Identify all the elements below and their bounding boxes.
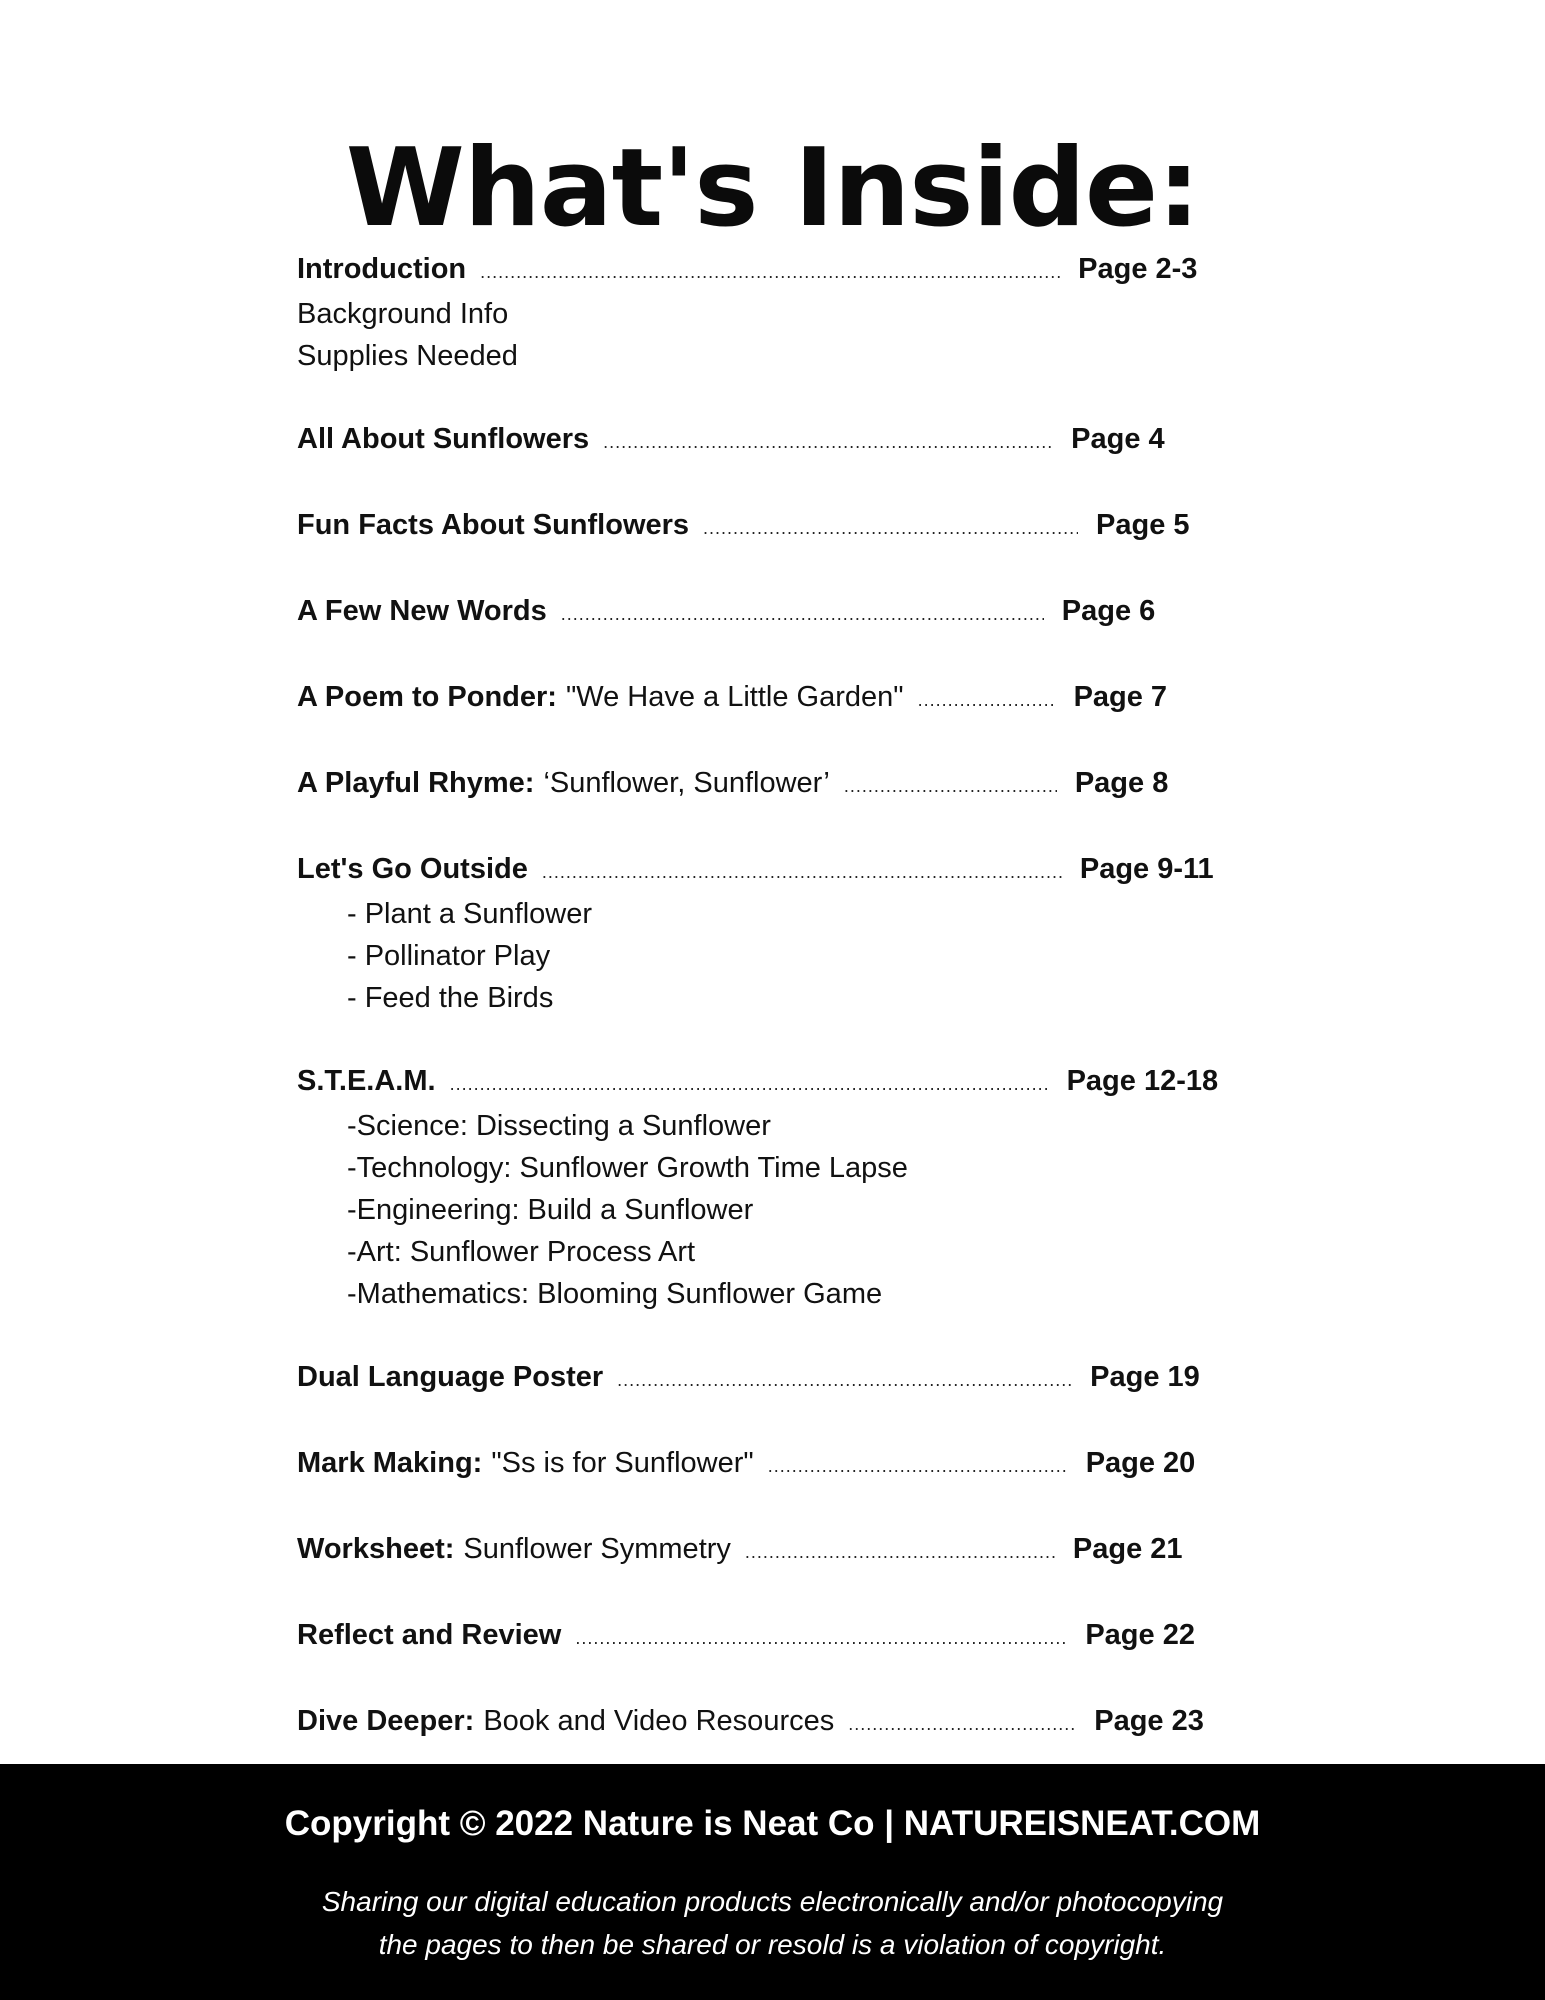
- toc-entry-heading: [297, 1442, 754, 1484]
- toc-entry-page-number: Page 7: [1073, 681, 1168, 713]
- toc-entry: [297, 418, 1277, 463]
- toc-entry-title: Dual Language Poster: [297, 1361, 604, 1393]
- toc-entry-line: [297, 418, 1277, 463]
- toc-subitem-list: [297, 293, 1277, 377]
- page-title: What's Inside:: [345, 126, 1200, 252]
- toc-subitem: - Feed the Birds: [347, 982, 554, 1014]
- toc-entry-line: [297, 762, 1277, 807]
- toc-entry-subtitle: "We Have a Little Garden": [565, 681, 904, 713]
- toc-entry-page-number: Page 12-18: [1066, 1065, 1219, 1097]
- dot-leader: [703, 507, 1078, 549]
- toc-entry-page-number: Page 19: [1090, 1361, 1200, 1393]
- toc-entry-line: [297, 504, 1277, 549]
- toc-entry-heading: [297, 248, 466, 290]
- toc-subitem-list: [297, 893, 1277, 1019]
- toc-entry: [297, 1700, 1277, 1745]
- toc-entry-heading: [297, 1700, 834, 1742]
- toc-entry-subtitle: Sunflower Symmetry: [463, 1533, 731, 1565]
- toc-entry-title: Reflect and Review: [297, 1619, 562, 1651]
- dot-leader: [745, 1531, 1055, 1573]
- toc-entry-subtitle: "Ss is for Sunflower": [491, 1447, 754, 1479]
- toc-entry-line: [297, 1614, 1277, 1659]
- table-of-contents: [297, 248, 1277, 1786]
- toc-entry-heading: [297, 1060, 436, 1102]
- toc-entry-page-number: Page 22: [1085, 1619, 1195, 1651]
- toc-entry-title: Introduction: [297, 253, 467, 285]
- toc-entry-title: All About Sunflowers: [297, 423, 590, 455]
- toc-entry-heading: [297, 1356, 603, 1398]
- toc-entry: [297, 590, 1277, 635]
- toc-entry-page-number: Page 2-3: [1078, 253, 1198, 285]
- toc-entry-heading: [297, 504, 689, 546]
- toc-entry-heading: [297, 848, 528, 890]
- toc-subitem-list: [297, 1105, 1277, 1315]
- toc-entry: [297, 1528, 1277, 1573]
- toc-entry-line: [297, 1356, 1277, 1401]
- toc-entry: [297, 504, 1277, 549]
- toc-entry: [297, 1614, 1277, 1659]
- toc-subitem: -Mathematics: Blooming Sunflower Game: [347, 1278, 883, 1310]
- toc-subitem: -Science: Dissecting a Sunflower: [347, 1110, 771, 1142]
- toc-subitem: -Technology: Sunflower Growth Time Lapse: [347, 1152, 908, 1184]
- toc-entry-heading: [297, 676, 904, 718]
- toc-entry-title: Fun Facts About Sunflowers: [297, 509, 690, 541]
- toc-entry-line: [297, 1700, 1277, 1745]
- toc-entry: [297, 762, 1277, 807]
- toc-entry-line: [297, 248, 1277, 293]
- dot-leader: [617, 1359, 1072, 1401]
- copyright-notice: [0, 1880, 1545, 1966]
- toc-entry-title: Dive Deeper:: [297, 1705, 475, 1737]
- copyright-notice-line: the pages to then be shared or resold is a violation of copyright.: [378, 1929, 1167, 1960]
- toc-entry-title: A Playful Rhyme:: [297, 767, 535, 799]
- toc-entry-title: A Poem to Ponder:: [297, 681, 557, 713]
- toc-entry-heading: [297, 1528, 731, 1570]
- toc-entry: [297, 248, 1277, 377]
- toc-entry-title: S.T.E.A.M.: [297, 1065, 436, 1097]
- toc-entry-title: A Few New Words: [297, 595, 547, 627]
- toc-entry-page-number: Page 8: [1074, 767, 1169, 799]
- toc-entry: [297, 1356, 1277, 1401]
- toc-entry: [297, 848, 1277, 1019]
- toc-subitem: - Pollinator Play: [347, 940, 551, 972]
- toc-entry-title: Worksheet:: [297, 1533, 455, 1565]
- toc-entry-line: [297, 848, 1277, 893]
- toc-subitem: Supplies Needed: [297, 340, 518, 372]
- toc-entry-page-number: Page 6: [1061, 595, 1156, 627]
- dot-leader: [542, 851, 1062, 893]
- toc-entry-heading: [297, 418, 589, 460]
- toc-entry-subtitle: ‘Sunflower, Sunflower’: [543, 767, 830, 799]
- toc-entry: [297, 1060, 1277, 1315]
- dot-leader: [603, 421, 1053, 463]
- dot-leader: [561, 593, 1044, 635]
- toc-entry-title: Let's Go Outside: [297, 853, 528, 885]
- toc-entry-page-number: Page 5: [1096, 509, 1190, 541]
- toc-entry-heading: [297, 590, 547, 632]
- dot-leader: [768, 1445, 1068, 1487]
- copyright-notice-line: Sharing our digital education products electronically and/or photocopying: [321, 1886, 1224, 1917]
- dot-leader: [918, 679, 1056, 721]
- toc-entry-subtitle: Book and Video Resources: [483, 1705, 835, 1737]
- toc-entry-page-number: Page 20: [1085, 1447, 1196, 1479]
- dot-leader: [480, 251, 1060, 293]
- toc-entry-page-number: Page 21: [1072, 1533, 1183, 1565]
- toc-entry-page-number: Page 4: [1071, 423, 1165, 455]
- toc-entry: [297, 676, 1277, 721]
- toc-entry: [297, 1442, 1277, 1487]
- toc-entry-page-number: Page 23: [1094, 1705, 1204, 1737]
- toc-entry-line: [297, 1528, 1277, 1573]
- copyright-text: Copyright © 2022 Nature is Neat Co | NATUREISNEAT.COM: [284, 1804, 1261, 1843]
- toc-entry-title: Mark Making:: [297, 1447, 483, 1479]
- toc-entry-line: [297, 1442, 1277, 1487]
- toc-subitem: -Art: Sunflower Process Art: [347, 1236, 696, 1268]
- toc-entry-line: [297, 590, 1277, 635]
- dot-leader: [848, 1703, 1076, 1745]
- dot-leader: [450, 1063, 1049, 1105]
- toc-entry-heading: [297, 1614, 561, 1656]
- toc-entry-page-number: Page 9-11: [1079, 853, 1214, 885]
- toc-subitem: - Plant a Sunflower: [347, 898, 593, 930]
- dot-leader: [844, 765, 1057, 807]
- dot-leader: [575, 1617, 1067, 1659]
- toc-entry-line: [297, 676, 1277, 721]
- toc-subitem: Background Info: [297, 298, 509, 330]
- toc-entry-line: [297, 1060, 1277, 1105]
- copyright-footer: [0, 1764, 1545, 2000]
- toc-entry-heading: [297, 762, 830, 804]
- toc-subitem: -Engineering: Build a Sunflower: [347, 1194, 754, 1226]
